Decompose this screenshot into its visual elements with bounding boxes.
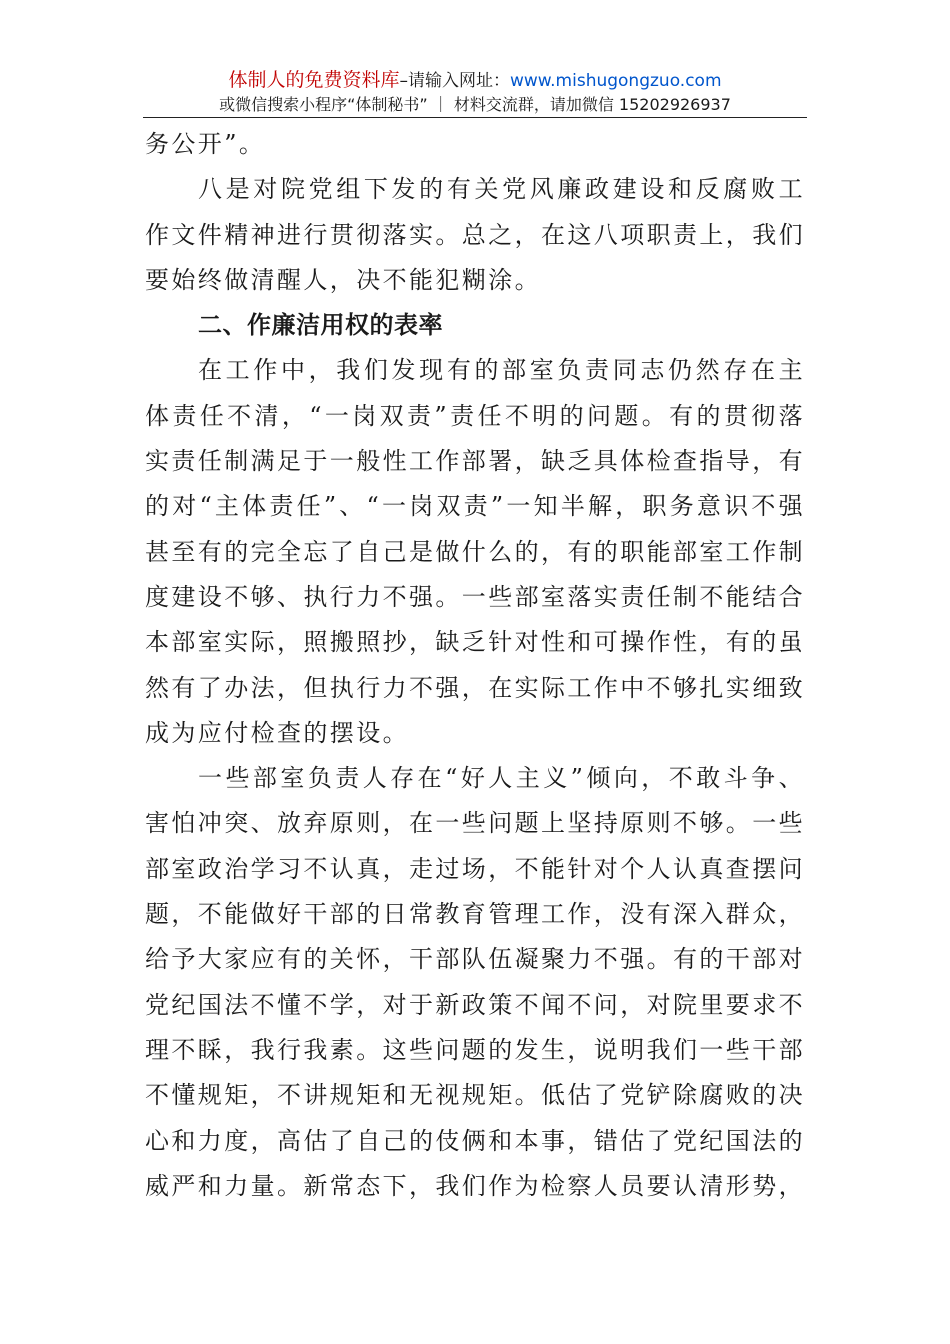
section-heading: 二、作廉洁用权的表率 (198, 311, 443, 340)
document-body (145, 122, 805, 1209)
header-divider (143, 117, 807, 118)
header-brand: 体制人的免费资料库 (228, 69, 400, 91)
page-header (0, 68, 950, 117)
paragraph-item-eight: 八是对院党组下发的有关党风廉政建设和反腐败工作文件精神进行贯彻落实。总之，在这八项职责上，我们要始终做清醒人，决不能犯糊涂。 (145, 175, 805, 294)
header-subline: 或微信搜索小程序“体制秘书” ｜ 材料交流群，请加微信 15202926937 (219, 95, 731, 114)
header-banner (0, 68, 950, 93)
paragraph-department-heads: 一些部室负责人存在“好人主义”倾向，不敢斗争、害怕冲突、放弃原则，在一些问题上坚持原则不够。一些部室政治学习不认真，走过场，不能针对个人认真查摆问题，不能做好干部的日常教育管理工作，没有深入群众，给予大家应有的关怀，干部队伍凝聚力不强。有的干部对党纪国法不懂不学，对于新政策不闻不问，对院里要求不理不睬，我行我素。这些问题的发生，说明我们一些干部不懂规矩，不讲规矩和无视规矩。低估了党铲除腐败的决心和力度，高估了自己的伎俩和本事，错估了党纪国法的威严和力量。新常态下，我们作为检察人员要认清形势， (145, 764, 805, 1200)
header-prompt: –请输入网址： (399, 71, 510, 91)
paragraph-continued: 务公开”。 (145, 130, 266, 158)
paragraph-work-issues: 在工作中，我们发现有的部室负责同志仍然存在主体责任不清，“一岗双责”责任不明的问题。有的贯彻落实责任制满足于一般性工作部署，缺乏具体检查指导，有的对“主体责任”、“一岗双责”一知半解，职务意识不强甚至有的完全忘了自己是做什么的，有的职能部室工作制度建设不够、执行力不强。一些部室落实责任制不能结合本部室实际，照搬照抄，缺乏针对性和可操作性，有的虽然有了办法，但执行力不强，在实际工作中不够扎实细致成为应付检查的摆设。 (145, 356, 805, 747)
header-url-link[interactable]: www.mishugongzuo.com (510, 71, 722, 91)
